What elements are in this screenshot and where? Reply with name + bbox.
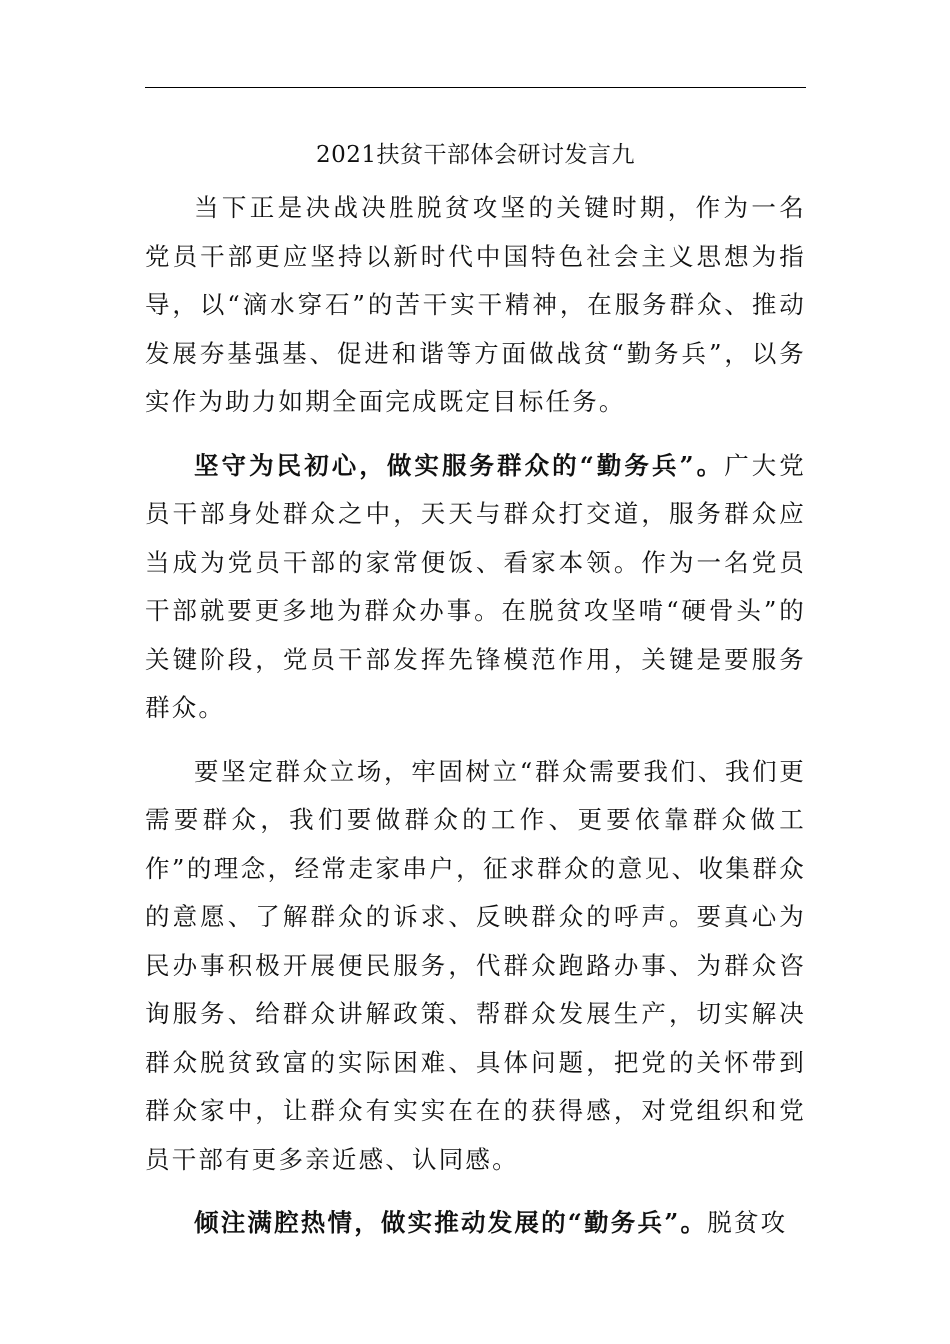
- paragraph-text: 脱贫攻: [707, 1208, 788, 1237]
- paragraph-promote-development: [145, 1199, 806, 1248]
- document-title: 2021扶贫干部体会研讨发言九: [315, 142, 636, 168]
- paragraph-mass-stance: [145, 748, 806, 1185]
- paragraph-intro: [145, 184, 806, 427]
- paragraph-lead: 倾注满腔热情，做实推动发展的“勤务兵”。: [194, 1208, 708, 1237]
- paragraph-text: 当下正是决战决胜脱贫攻坚的关键时期，作为一名党员干部更应坚持以新时代中国特色社会主义思想为指导，以“滴水穿石”的苦干实干精神，在服务群众、推动发展夯基强基、促进和谐等方面做战贫“勤务兵”，以务实作为助力如期全面完成既定目标任务。: [145, 193, 806, 416]
- paragraph-text: 广大党员干部身处群众之中，天天与群众打交道，服务群众应当成为党员干部的家常便饭、看家本领。作为一名党员干部就要更多地为群众办事。在脱贫攻坚啃“硬骨头”的关键阶段，党员干部发挥先锋模范作用，关键是要服务群众。: [145, 450, 806, 722]
- paragraph-lead: 坚守为民初心，做实服务群众的“勤务兵”。: [194, 450, 725, 480]
- paragraph-text: 要坚定群众立场，牢固树立“群众需要我们、我们更需要群众，我们要做群众的工作、更要依靠群众做工作”的理念，经常走家串户，征求群众的意见、收集群众的意愿、了解群众的诉求、反映群众的呼声。要真心为民办事积极开展便民服务，代群众跑路办事、为群众咨询服务、给群众讲解政策、帮群众发展生产，切实解决群众脱贫致富的实际困难、具体问题，把党的关怀带到群众家中，让群众有实实在在的获得感，对党组织和党员干部有更多亲近感、认同感。: [145, 756, 806, 1174]
- document-body: [145, 184, 806, 1248]
- header-rule: [145, 87, 806, 88]
- paragraph-serve-masses: [145, 442, 806, 733]
